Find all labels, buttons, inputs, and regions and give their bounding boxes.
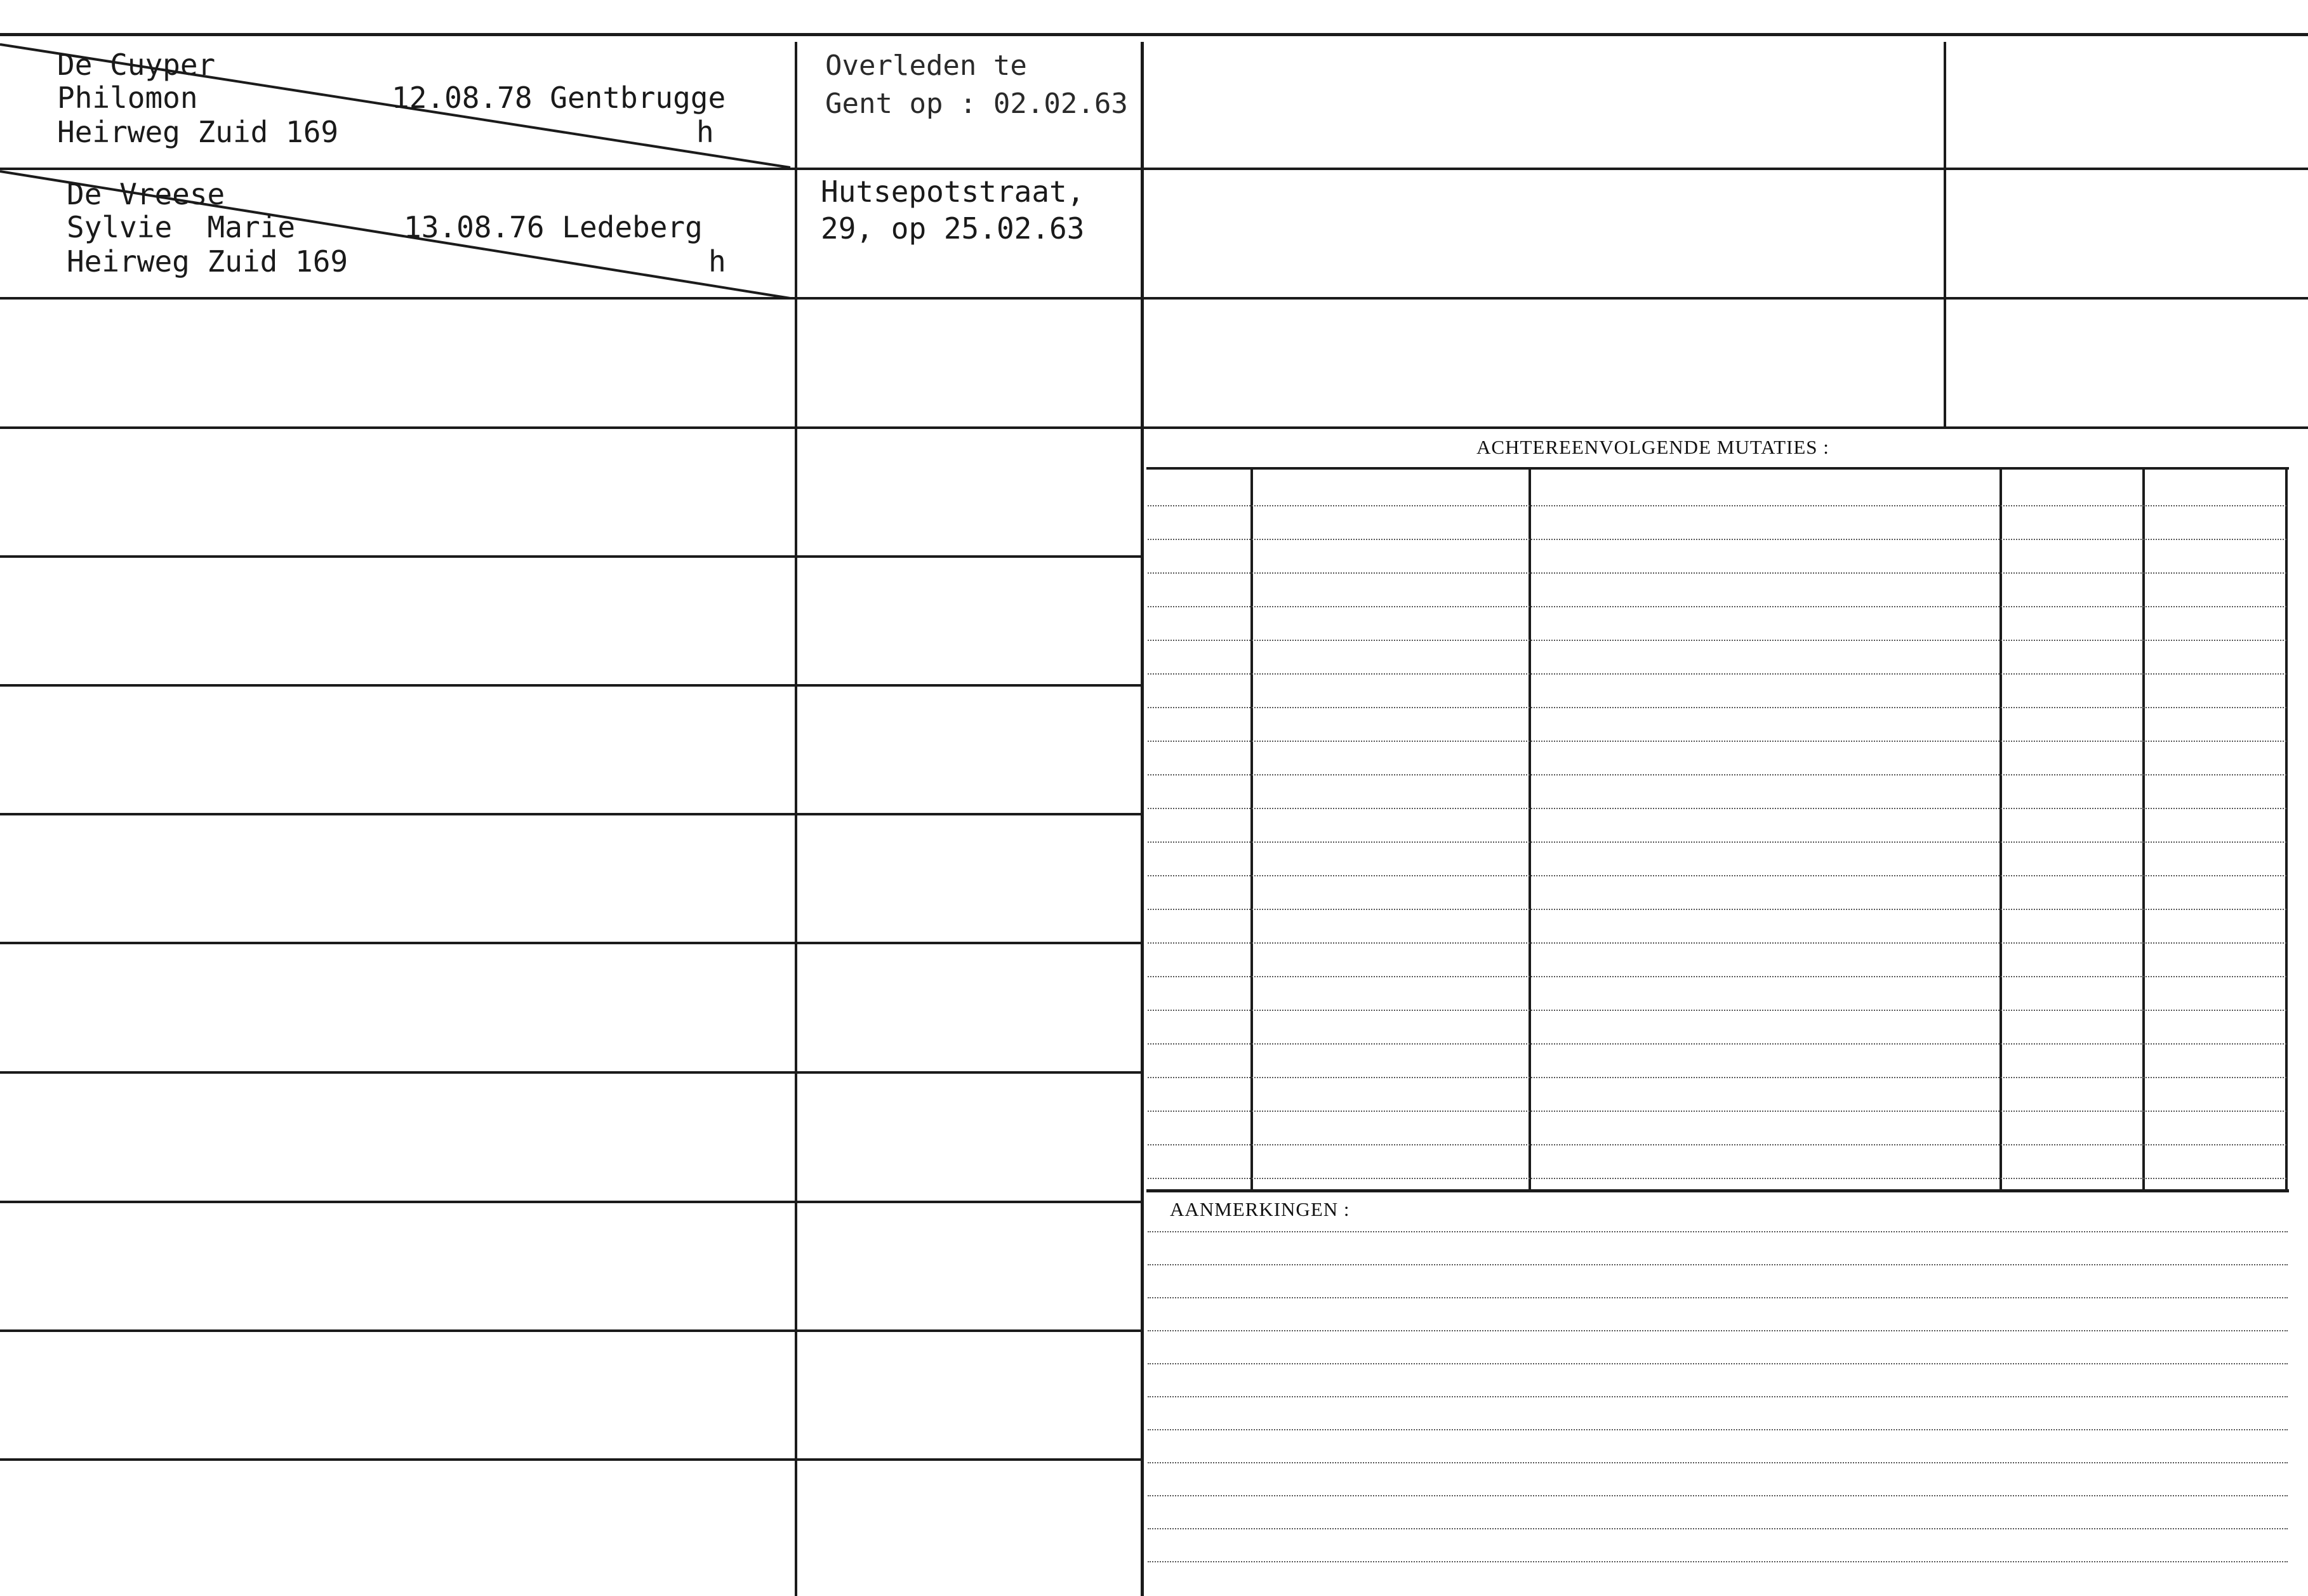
note-2-line-2: 29, op 25.02.63 (821, 211, 1085, 246)
mutations-ruling-line (1148, 572, 2286, 574)
row-line (1144, 297, 2308, 300)
remarks-ruling-line (1148, 1363, 2288, 1364)
mutations-ruling-line (1148, 640, 2286, 641)
entry-1-address: Heirweg Zuid 169 (57, 115, 339, 149)
mutations-header: ACHTEREENVOLGENDE MUTATIES : (1476, 436, 1829, 458)
row-line (797, 426, 1141, 429)
column-divider-3 (1944, 42, 1946, 428)
mutations-ruling-line (1148, 673, 2286, 675)
mutations-top-border (1146, 467, 2289, 470)
mutations-column-line (2285, 468, 2288, 1190)
row-line (0, 1458, 795, 1461)
entry-1-surname: De Cuyper (57, 48, 216, 82)
entry-2-surname: De Vreese (67, 177, 225, 211)
remarks-ruling-line (1148, 1330, 2288, 1331)
note-1-line-1: Overleden te (825, 49, 1027, 82)
row-line (797, 168, 1141, 170)
remarks-ruling-line (1148, 1495, 2288, 1496)
row-line (1144, 426, 2308, 429)
remarks-ruling-line (1148, 1231, 2288, 1232)
remarks-ruling-line (1148, 1561, 2288, 1562)
mutations-ruling-line (1148, 1043, 2286, 1045)
row-line (797, 1458, 1141, 1461)
remarks-ruling-line (1148, 1297, 2288, 1298)
row-line (0, 813, 795, 815)
row-line (797, 813, 1141, 815)
row-line (0, 1071, 795, 1074)
mutations-ruling-line (1148, 976, 2286, 977)
mutations-ruling-line (1148, 539, 2286, 540)
row-line (797, 1071, 1141, 1074)
entry-2-given-names: Sylvie Marie (67, 210, 296, 244)
mutations-ruling-line (1148, 1111, 2286, 1112)
mutations-column-line (1250, 468, 1253, 1190)
mutations-ruling-line (1148, 808, 2286, 809)
note-2-line-1: Hutsepotstraat, (821, 175, 1085, 209)
row-line (1144, 168, 2308, 170)
mutations-ruling-line (1148, 774, 2286, 775)
mutations-column-line (2142, 468, 2145, 1190)
row-line (0, 1201, 795, 1203)
entry-1-given-names: Philomon (57, 81, 198, 115)
mutations-ruling-line (1148, 707, 2286, 708)
mutations-bottom-border (1146, 1189, 2289, 1192)
row-line (797, 684, 1141, 687)
row-line (797, 1329, 1141, 1332)
mutations-ruling-line (1148, 505, 2286, 506)
row-line (797, 942, 1141, 944)
mutations-ruling-line (1148, 1178, 2286, 1179)
note-1-line-2: Gent op : 02.02.63 (825, 88, 1128, 120)
row-line (0, 1329, 795, 1332)
mutations-ruling-line (1148, 606, 2286, 607)
remarks-ruling-line (1148, 1396, 2288, 1397)
remarks-ruling-line (1148, 1264, 2288, 1265)
mutations-ruling-line (1148, 841, 2286, 843)
entry-2-address: Heirweg Zuid 169 (67, 244, 348, 279)
row-line (0, 555, 795, 558)
mutations-ruling-line (1148, 1010, 2286, 1011)
row-line (797, 297, 1141, 300)
mutations-column-line (1529, 468, 1531, 1190)
mutations-ruling-line (1148, 741, 2286, 742)
entry-1-mark: h (696, 115, 714, 149)
mutations-ruling-line (1148, 942, 2286, 944)
row-line (0, 426, 795, 429)
mutations-ruling-line (1148, 875, 2286, 876)
entry-2-mark: h (708, 244, 726, 279)
row-line (797, 1201, 1141, 1203)
row-line (0, 684, 795, 687)
row-line (797, 555, 1141, 558)
remarks-ruling-line (1148, 1429, 2288, 1430)
remarks-ruling-line (1148, 1462, 2288, 1463)
mutations-ruling-line (1148, 1077, 2286, 1078)
mutations-ruling-line (1148, 1144, 2286, 1145)
mutations-column-line (2000, 468, 2002, 1190)
row-line (0, 942, 795, 944)
entry-1-birth: 12.08.78 Gentbrugge (392, 81, 726, 115)
remarks-ruling-line (1148, 1528, 2288, 1529)
mutations-ruling-line (1148, 909, 2286, 910)
remarks-header: AANMERKINGEN : (1170, 1198, 1350, 1220)
column-divider-2 (1141, 42, 1144, 1596)
entry-2-birth: 13.08.76 Ledeberg (404, 210, 703, 244)
